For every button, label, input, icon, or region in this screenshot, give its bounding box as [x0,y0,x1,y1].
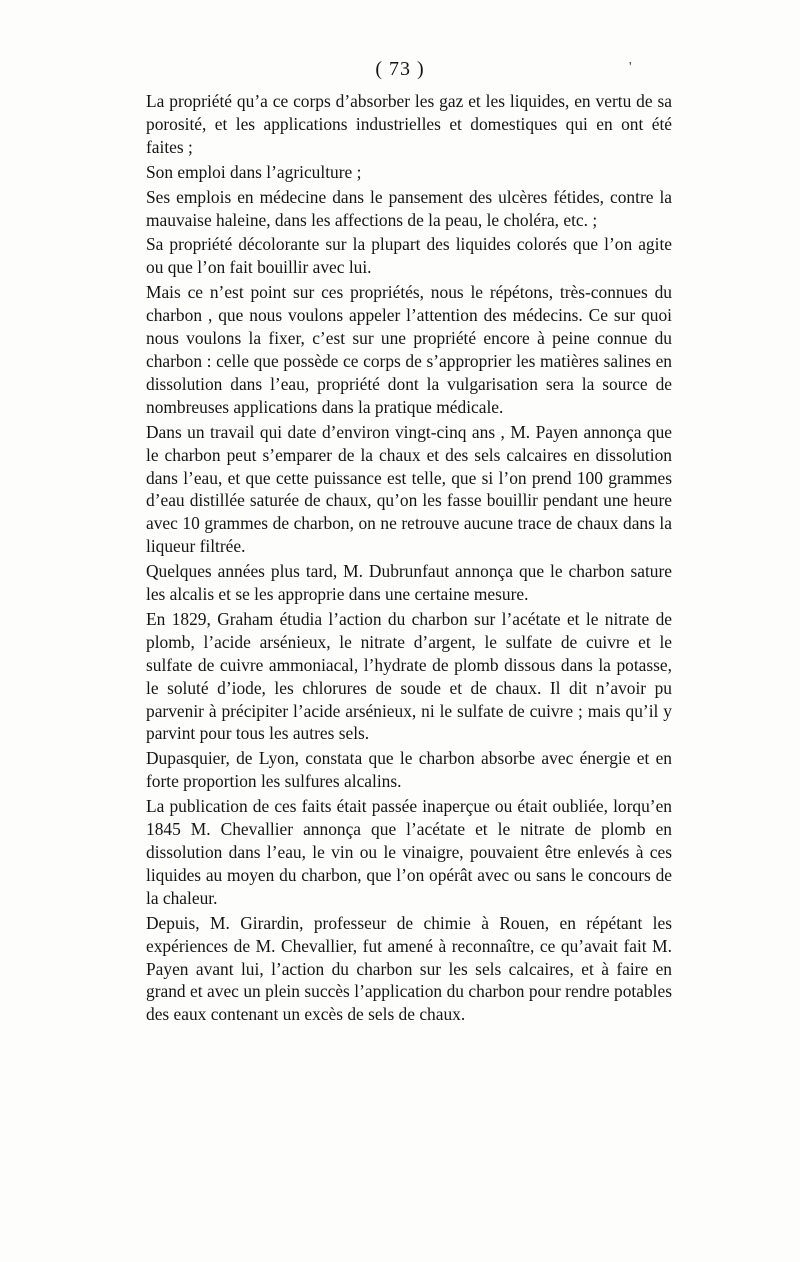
paragraph: En 1829, Graham étudia l’action du charbon sur l’acétate et le nitrate de plomb, l’acide arsénieux, le nitrate d’argent, le sulfate de cuivre et le sulfate de cuivre ammoniacal, l’hydrate de plomb dissous dans la potasse, le soluté d’iode, les chlorures de soude et de chaux. Il dit n’avoir pu parvenir à précipiter l’acide arsénieux, ni le sulfate de cuivre ; mais qu’il y parvint pour tous les autres sels. [146,608,672,744]
paragraph: Quelques années plus tard, M. Dubrunfaut annonça que le charbon sature les alcalis et se les approprie dans une certaine mesure. [146,561,672,605]
corner-mark: ' [629,60,632,75]
paragraph: Mais ce n’est point sur ces propriétés, nous le répétons, très-connues du charbon , que nous voulons appeler l’attention des médecins. Ce sur quoi nous voulons la fixer, c’est sur une propriété encore à peine connue du charbon : celle que possède ce corps de s’approprier les matières salines en dissolution dans l’eau, propriété dont la vulgarisation sera la source de nombreuses applications dans la pratique médicale. [146,282,672,417]
paragraph: La propriété qu’a ce corps d’absorber les gaz et les liquides, en vertu de sa porosité, et les applications industrielles et domestiques qui en ont été faites ; [146,91,672,157]
paragraph: Depuis, M. Girardin, professeur de chimie à Rouen, en répétant les expériences de M. Chevallier, fut amené à reconnaître, ce qu’avait fait M. Payen avant lui, l’action du charbon sur les sels calcaires, et à faire en grand et avec un plein succès l’application du charbon pour rendre potables des eaux contenant un excès de sels de chaux. [146,912,672,1025]
paragraph: Son emploi dans l’agriculture ; [146,161,362,182]
page-number: ( 73 ) [375,58,425,80]
paragraph: Dans un travail qui date d’environ vingt-cinq ans , M. Payen annonça que le charbon peut s’emparer de la chaux et des sels calcaires en dissolution dans l’eau, et que cette puissance est telle, que si l’on prend 100 grammes d’eau distillée saturée de chaux, qu’on les fasse bouillir pendant une heure avec 10 grammes de charbon, on ne retrouve aucune trace de chaux dans la liqueur filtrée. [146,421,672,557]
paragraph: La publication de ces faits était passée inaperçue ou était oubliée, lorqu’en 1845 M. Chevallier annonça que l’acétate et le nitrate de plomb en dissolution dans l’eau, le vin ou le vinaigre, pouvaient être enlevés à ces liquides au moyen du charbon, que l’on opérât avec ou sans le concours de la chaleur. [146,796,672,908]
paragraph: Dupasquier, de Lyon, constata que le charbon absorbe avec énergie et en forte proportion les sulfures alcalins. [146,748,672,792]
paragraph: Sa propriété décolorante sur la plupart des liquides colorés que l’on agite ou que l’on fait bouillir avec lui. [146,234,672,278]
paragraph: Ses emplois en médecine dans le pansement des ulcères fétides, contre la mauvaise haleine, dans les affections de la peau, le choléra, etc. ; [146,186,672,230]
body-text [146,90,672,1028]
